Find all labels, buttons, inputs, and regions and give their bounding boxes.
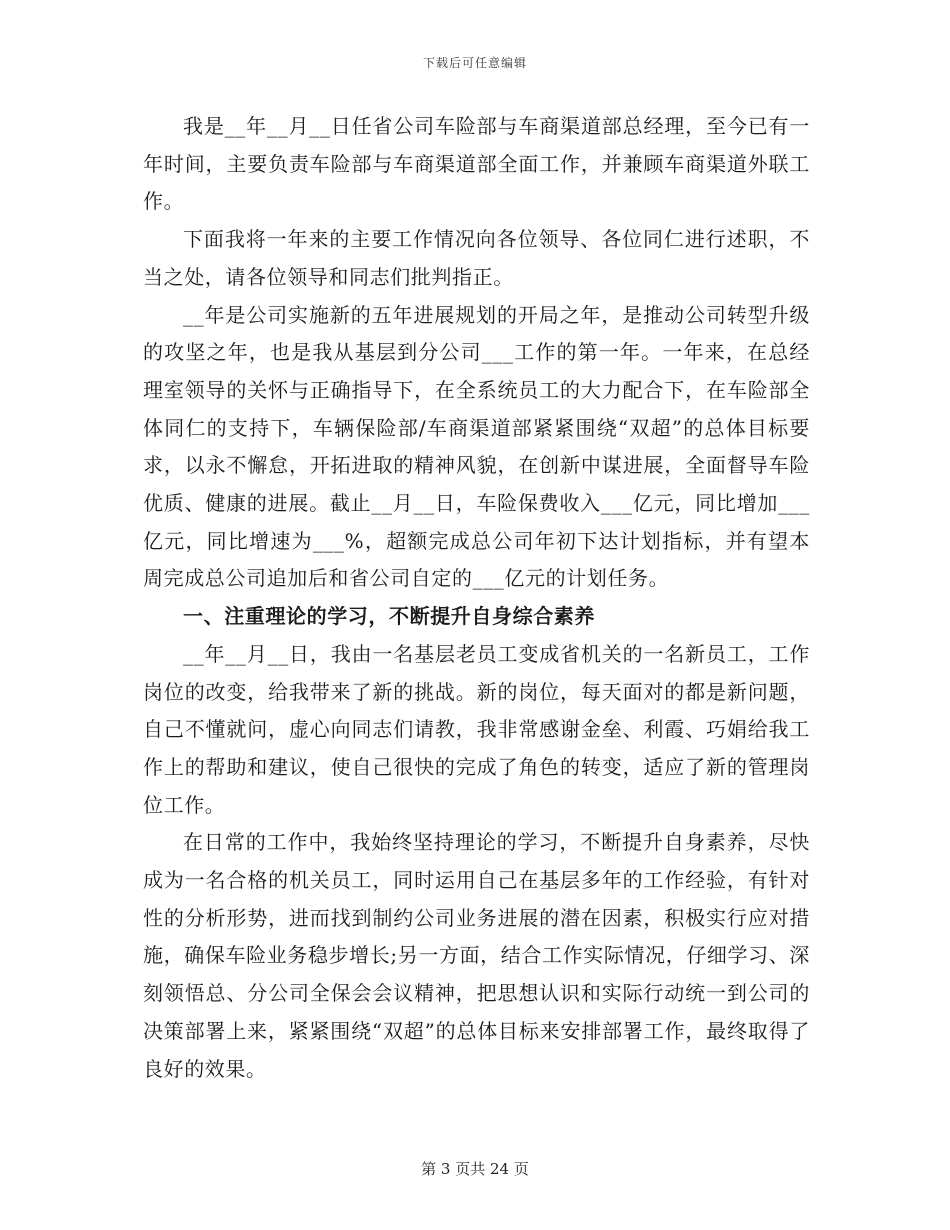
header-note: 下载后可任意编辑 [422,56,527,70]
paragraph-3: __年是公司实施新的五年进展规划的开局之年，是推动公司转型升级的攻坚之年，也是我从基层到分公司___工作的第一年。一年来，在总经理室领导的关怀与正确指导下，在全系统员工的大力配合下，在车险部全体同仁的支持下，车辆保险部/车商渠道部紧紧围绕“双超”的总体目标要求，以永不懈怠，开拓进取的精神风貌，在创新中谋进展，全面督导车险优质、健康的进展。截止__月__日，车险保费收入___亿元，同比增加___亿元，同比增速为___%，超额完成总公司年初下达计划指标，并有望本周完成总公司追加后和省公司自定的___亿元的计划任务。 [143,302,810,591]
paragraph-4: __年__月__日，我由一名基层老员工变成省机关的一名新员工，工作岗位的改变，给我带来了新的挑战。新的岗位，每天面对的都是新问题，自己不懂就问，虚心向同志们请教，我非常感谢金垒、利霞、巧娟给我工作上的帮助和建议，使自己很快的完成了角色的转变，适应了新的管理岗位工作。 [143,641,810,817]
section-heading-1: 一、注重理论的学习，不断提升自身综合素养 [183,604,595,629]
paragraph-2: 下面我将一年来的主要工作情况向各位领导、各位同仁进行述职，不当之处，请各位领导和同志们批判指正。 [143,227,810,289]
document-body [143,108,810,1088]
paragraph-5: 在日常的工作中，我始终坚持理论的学习，不断提升自身素养，尽快成为一名合格的机关员工，同时运用自己在基层多年的工作经验，有针对性的分析形势，进而找到制约公司业务进展的潜在因素，积极实行应对措施，确保车险业务稳步增长;另一方面，结合工作实际情况，仔细学习、深刻领悟总、分公司全保会会议精神，把思想认识和实际行动统一到公司的决策部署上来，紧紧围绕“双超”的总体目标来安排部署工作，最终取得了良好的效果。 [143,830,810,1081]
paragraph-1: 我是__年__月__日任省公司车险部与车商渠道部总经理，至今已有一年时间，主要负责车险部与车商渠道部全面工作，并兼顾车商渠道外联工作。 [143,114,810,214]
page-number: 第 3 页共 24 页 [421,1160,529,1178]
